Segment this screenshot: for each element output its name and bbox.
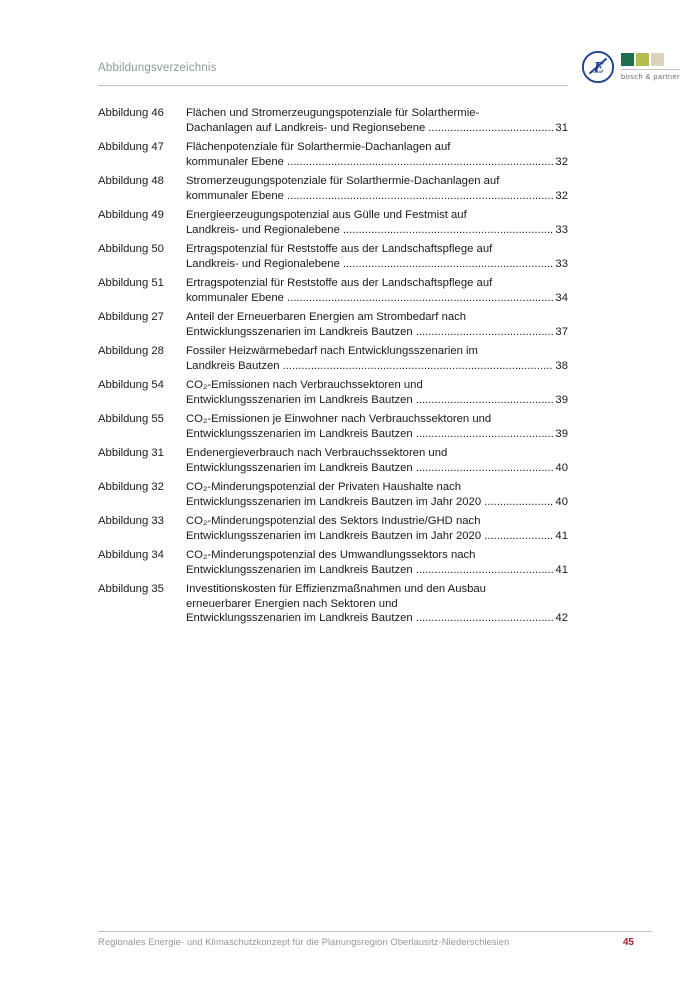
figure-entry-label: Abbildung 47 <box>98 141 164 153</box>
figure-entry-description <box>186 582 568 626</box>
footer-divider <box>98 931 652 932</box>
dot-leader <box>287 155 553 170</box>
figure-entry-page-number: 38 <box>555 359 568 372</box>
dot-leader <box>343 257 554 272</box>
dot-leader <box>484 495 553 510</box>
figure-entry-line: Flächenpotenziale für Solarthermie-Dachanlagen auf <box>186 141 451 153</box>
figure-entry-last-line <box>186 461 568 476</box>
figure-entry-line: CO₂-Minderungspotenzial des Umwandlungssektors nach <box>186 549 476 561</box>
figure-entry <box>98 174 568 203</box>
figure-entry-line: Ertragspotenzial für Reststoffe aus der Landschaftspflege auf <box>186 243 493 255</box>
figure-entry-page-number: 37 <box>555 325 568 338</box>
figure-entry-last-line <box>186 529 568 544</box>
figure-entry-description <box>186 310 568 339</box>
figure-entry <box>98 378 568 407</box>
figure-entry-line: Dachanlagen auf Landkreis- und Regionsebene <box>186 121 426 134</box>
figure-entry-page-number: 41 <box>555 529 568 542</box>
figure-entry-label: Abbildung 27 <box>98 311 164 323</box>
figure-entry-description <box>186 446 568 475</box>
dot-leader <box>416 461 554 476</box>
figure-list <box>98 106 568 631</box>
figure-entry-line: Flächen und Stromerzeugungspotenziale für Solarthermie- <box>186 107 480 119</box>
figure-entry-line: kommunaler Ebene <box>186 155 284 168</box>
logo-color-square <box>636 53 649 66</box>
figure-entry-page-number: 33 <box>555 223 568 236</box>
figure-entry-label: Abbildung 34 <box>98 549 164 561</box>
figure-entry-label: Abbildung 49 <box>98 209 164 221</box>
logo-right-block <box>621 50 680 81</box>
dot-leader <box>416 427 554 442</box>
figure-entry-label: Abbildung 33 <box>98 515 164 527</box>
figure-entry-line: Endenergieverbrauch nach Verbrauchssektoren und <box>186 447 448 459</box>
figure-entry-line: CO₂-Minderungspotenzial des Sektors Industrie/GHD nach <box>186 515 481 527</box>
dot-leader <box>428 121 553 136</box>
figure-entry-description <box>186 344 568 373</box>
footer-report-title: Regionales Energie- und Klimaschutzkonzept für die Planungsregion Oberlausitz-Niederschlesien <box>98 937 510 947</box>
figure-entry-last-line <box>186 291 568 306</box>
figure-entry-line: CO₂-Emissionen nach Verbrauchssektoren und <box>186 379 423 391</box>
figure-entry-description <box>186 242 568 271</box>
figure-entry-line: Landkreis- und Regionalebene <box>186 257 340 270</box>
figure-entry-last-line <box>186 257 568 272</box>
figure-entry <box>98 480 568 509</box>
figure-entry-line: Energieerzeugungspotenzial aus Gülle und Festmist auf <box>186 209 467 221</box>
figure-entry-page-number: 40 <box>555 461 568 474</box>
dot-leader <box>416 393 554 408</box>
figure-entry-last-line <box>186 495 568 510</box>
figure-entry-last-line <box>186 223 568 238</box>
figure-entry <box>98 548 568 577</box>
page-footer <box>98 937 652 948</box>
figure-entry-page-number: 40 <box>555 495 568 508</box>
dot-leader <box>484 529 553 544</box>
company-logo <box>581 50 680 89</box>
figure-entry-last-line <box>186 611 568 626</box>
figure-entry <box>98 446 568 475</box>
figure-entry-page-number: 39 <box>555 427 568 440</box>
dot-leader <box>287 291 553 306</box>
company-logo-icon <box>581 50 615 89</box>
figure-entry-last-line <box>186 325 568 340</box>
figure-entry-last-line <box>186 189 568 204</box>
figure-entry <box>98 140 568 169</box>
dot-leader <box>416 563 554 578</box>
figure-entry-label: Abbildung 28 <box>98 345 164 357</box>
figure-entry <box>98 310 568 339</box>
figure-entry-label: Abbildung 46 <box>98 107 164 119</box>
figure-entry-description <box>186 208 568 237</box>
dot-leader <box>287 189 553 204</box>
logo-color-square <box>651 53 664 66</box>
figure-entry-line: Entwicklungsszenarien im Landkreis Bautzen <box>186 461 413 474</box>
figure-entry-line: Ertragspotenzial für Reststoffe aus der Landschaftspflege auf <box>186 277 493 289</box>
figure-entry-line: Fossiler Heizwärmebedarf nach Entwicklungsszenarien im <box>186 345 478 357</box>
figure-entry-line: erneuerbarer Energien nach Sektoren und <box>186 597 398 610</box>
figure-entry-line: kommunaler Ebene <box>186 291 284 304</box>
figure-entry-label: Abbildung 32 <box>98 481 164 493</box>
figure-entry-page-number: 33 <box>555 257 568 270</box>
figure-entry <box>98 276 568 305</box>
figure-entry-description <box>186 276 568 305</box>
logo-color-squares <box>621 53 680 66</box>
figure-entry-line: Entwicklungsszenarien im Landkreis Bautzen <box>186 612 413 624</box>
figure-entry-label: Abbildung 48 <box>98 175 164 187</box>
page-title: Abbildungsverzeichnis <box>98 62 217 74</box>
figure-entry-last-line <box>186 563 568 578</box>
dot-leader <box>416 325 554 340</box>
figure-entry <box>98 412 568 441</box>
figure-entry-page-number: 42 <box>555 612 568 624</box>
figure-entry-label: Abbildung 35 <box>98 583 164 595</box>
figure-entry-line: CO₂-Minderungspotenzial der Privaten Haushalte nach <box>186 481 462 493</box>
figure-entry-page-number: 39 <box>555 393 568 406</box>
figure-entry-page-number: 32 <box>555 155 568 168</box>
footer-page-number: 45 <box>622 937 634 948</box>
figure-entry-description <box>186 514 568 543</box>
figure-entry <box>98 242 568 271</box>
figure-entry-line: Anteil der Erneuerbaren Energien am Strombedarf nach <box>186 311 467 323</box>
dot-leader <box>343 223 554 238</box>
dot-leader <box>283 359 554 374</box>
figure-entry-label: Abbildung 51 <box>98 277 164 289</box>
figure-entry-line: Landkreis- und Regionalebene <box>186 223 340 236</box>
figure-entry-last-line <box>186 393 568 408</box>
header-divider <box>98 85 568 86</box>
figure-entry-last-line <box>186 427 568 442</box>
figure-entry-line: Entwicklungsszenarien im Landkreis Bautzen im Jahr 2020 <box>186 529 482 542</box>
figure-entry-last-line <box>186 155 568 170</box>
figure-entry-page-number: 34 <box>555 291 568 304</box>
figure-entry-label: Abbildung 55 <box>98 413 164 425</box>
svg-text:E: E <box>593 59 605 77</box>
figure-entry-page-number: 31 <box>555 121 568 134</box>
figure-entry-description <box>186 106 568 135</box>
figure-entry-label: Abbildung 31 <box>98 447 164 459</box>
figure-entry-line: Stromerzeugungspotenziale für Solarthermie-Dachanlagen auf <box>186 175 500 187</box>
figure-entry-line: Entwicklungsszenarien im Landkreis Bautzen im Jahr 2020 <box>186 495 482 508</box>
figure-entry-description <box>186 378 568 407</box>
figure-entry-page-number: 41 <box>555 563 568 576</box>
figure-entry-line: kommunaler Ebene <box>186 189 284 202</box>
figure-entry-last-line <box>186 121 568 136</box>
figure-entry <box>98 514 568 543</box>
figure-entry-last-line <box>186 359 568 374</box>
figure-entry-description <box>186 480 568 509</box>
figure-entry-line: Entwicklungsszenarien im Landkreis Bautzen <box>186 393 413 406</box>
figure-entry <box>98 208 568 237</box>
figure-entry <box>98 582 568 626</box>
figure-entry-description <box>186 140 568 169</box>
figure-entry-line: Entwicklungsszenarien im Landkreis Bautzen <box>186 325 413 338</box>
dot-leader <box>416 611 554 626</box>
figure-entry-line: Landkreis Bautzen <box>186 359 280 372</box>
figure-entry-description <box>186 412 568 441</box>
figure-entry-line: Entwicklungsszenarien im Landkreis Bautzen <box>186 427 413 440</box>
figure-entry-description <box>186 548 568 577</box>
figure-entry-label: Abbildung 54 <box>98 379 164 391</box>
figure-entry <box>98 106 568 135</box>
figure-entry-line: Entwicklungsszenarien im Landkreis Bautzen <box>186 563 413 576</box>
logo-color-square <box>621 53 634 66</box>
figure-entry-label: Abbildung 50 <box>98 243 164 255</box>
figure-entry-line: CO₂-Emissionen je Einwohner nach Verbrauchssektoren und <box>186 413 492 425</box>
logo-brand-text: bosch & partner <box>621 69 680 81</box>
figure-entry <box>98 344 568 373</box>
figure-entry-line: Investitionskosten für Effizienzmaßnahmen und den Ausbau <box>186 583 486 595</box>
figure-entry-page-number: 32 <box>555 189 568 202</box>
figure-entry-description <box>186 174 568 203</box>
